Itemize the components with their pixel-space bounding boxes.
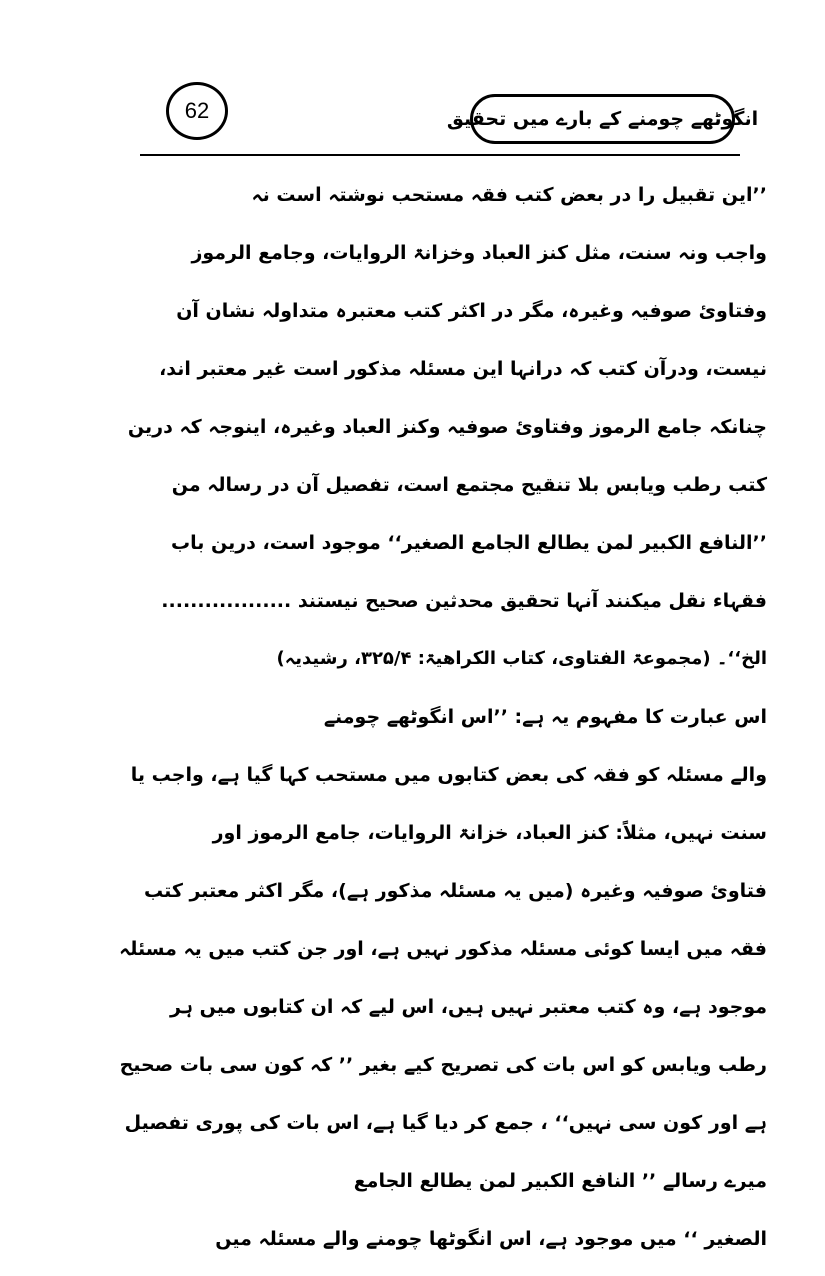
text-line: فتاوئ صوفیہ وغیرہ (میں یہ مسئلہ مذکور ہے)، مگر اکثر معتبر کتب bbox=[143, 880, 767, 902]
running-header bbox=[446, 94, 759, 144]
text-line: چنانکہ جامع الرموز وفتاوئ صوفیہ وکنز العباد وغیرہ، اینوجہ کہ درین bbox=[127, 416, 767, 438]
text-line: فقہاء نقل میکنند آنہا تحقیق محدثین صحیح نیستند .................. bbox=[161, 590, 767, 612]
text-line: ’’این تقبیل را در بعض کتب فقہ مستحب نوشتہ است نہ bbox=[251, 184, 767, 206]
page-number: 62 bbox=[184, 98, 210, 123]
text-line: کتب رطب ویابس بلا تنقیح مجتمع است، تفصیل آن در رسالہ من bbox=[171, 474, 767, 496]
running-header-title: انگوٹھے چومنے کے بارے میں تحقیق bbox=[446, 108, 759, 130]
page-number-badge bbox=[166, 82, 228, 140]
text-line: نیست، ودرآن کتب کہ درانہا این مسئلہ مذکور است غیر معتبر اند، bbox=[159, 358, 767, 380]
text-line: ’’النافع الکبیر لمن یطالع الجامع الصغیر‘‘ موجود است، درین باب bbox=[171, 532, 767, 554]
header-divider bbox=[140, 154, 740, 156]
text-line: والے مسئلہ کو فقہ کی بعض کتابوں میں مستحب کہا گیا ہے، واجب یا bbox=[130, 764, 767, 786]
text-line: اس عبارت کا مفہوم یہ ہے: ’’اس انگوٹھے چومنے bbox=[323, 706, 767, 728]
text-line: سنت نہیں، مثلاً: کنز العباد، خزانۃ الروایات، جامع الرموز اور bbox=[212, 822, 767, 844]
text-line: رطب ویابس کو اس بات کی تصریح کیے بغیر ’’ کہ کون سی بات صحیح bbox=[119, 1054, 767, 1076]
text-line: واجب ونہ سنت، مثل کنز العباد وخزانۃ الروایات، وجامع الرموز bbox=[191, 242, 767, 264]
citation-line: الخ‘‘۔ (مجموعۃ الفتاوی، کتاب الکراھیۃ: ۳۲۵/۴، رشیدیہ) bbox=[276, 648, 767, 669]
body-text bbox=[119, 166, 767, 1268]
text-line: وفتاوئ صوفیہ وغیرہ، مگر در اکثر کتب معتبرہ متداولہ نشان آن bbox=[176, 300, 767, 322]
text-line: میرے رسالے ’’ النافع الکبیر لمن یطالع الجامع bbox=[353, 1170, 767, 1192]
text-line: الصغیر ‘‘ میں موجود ہے، اس انگوٹھا چومنے والے مسئلہ میں bbox=[215, 1228, 767, 1250]
text-line: موجود ہے، وہ کتب معتبر نہیں ہیں، اس لیے کہ ان کتابوں میں ہر bbox=[170, 996, 767, 1018]
text-line: ہے اور کون سی نہیں‘‘ ، جمع کر دیا گیا ہے، اس بات کی پوری تفصیل bbox=[124, 1112, 767, 1134]
text-line: فقہ میں ایسا کوئی مسئلہ مذکور نہیں ہے، اور جن کتب میں یہ مسئلہ bbox=[119, 938, 767, 960]
